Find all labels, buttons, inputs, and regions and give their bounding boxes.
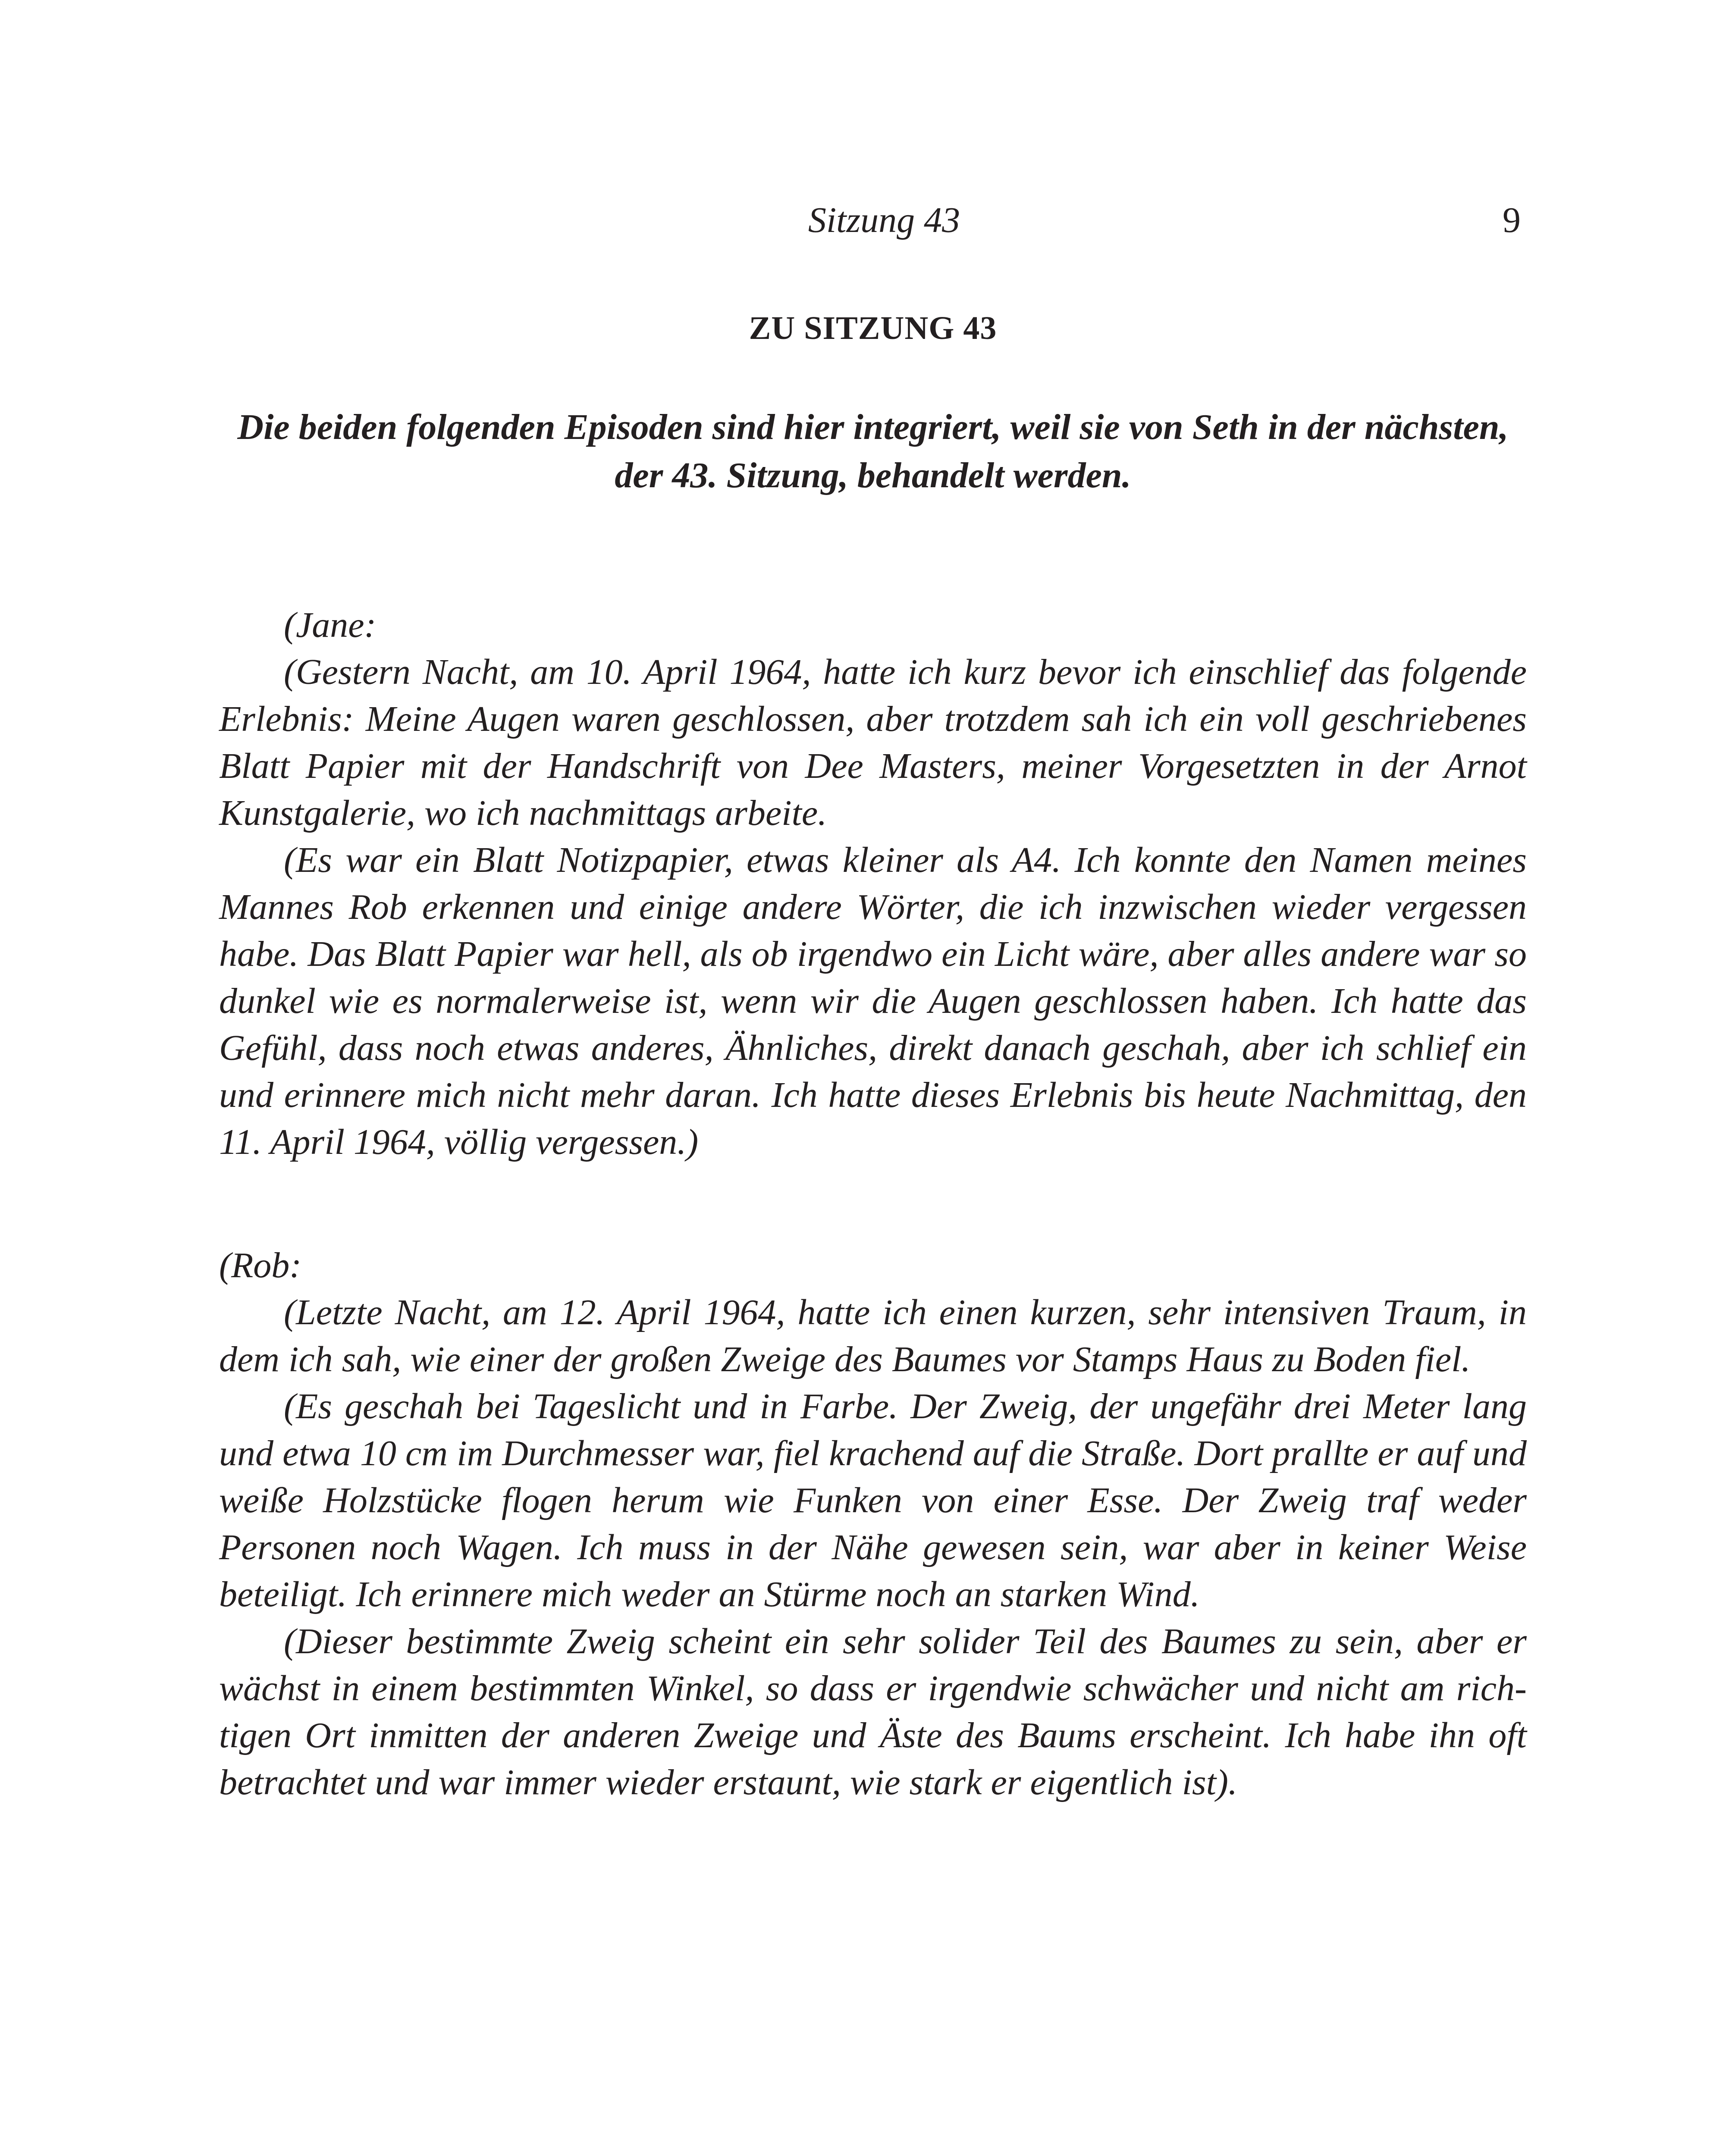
entry-paragraph: (Gestern Nacht, am 10. April 1964, hatte ich kurz bevor ich einschlief das folgende Erlebnis: Meine Augen waren geschlossen, aber trotzdem sah ich ein voll geschriebenes Blatt Papier mit der Handschrift von Dee Masters, meiner Vorgesetzten in der Arnot Kunstgalerie, wo ich nachmittags arbeite. (219, 652, 1527, 833)
speaker-label: (Rob: (219, 1245, 302, 1285)
entry-paragraph: (Letzte Nacht, am 12. April 1964, hatte ich einen kurzen, sehr intensiven Traum, in dem ich sah, wie einer der großen Zweige des Baumes vor Stamps Haus zu Boden fiel. (219, 1292, 1527, 1379)
rob-entry (219, 1242, 1527, 1806)
page-number: 9 (1503, 200, 1521, 240)
intro-line: Die beiden folgenden Episoden sind hier integriert, weil sie von Seth in der nächsten, (237, 407, 1509, 447)
speaker-label: (Jane: (284, 605, 377, 645)
intro-note (219, 403, 1527, 500)
running-title: Sitzung 43 (808, 200, 960, 240)
running-head (0, 199, 1732, 251)
entry-paragraph: (Dieser bestimmte Zweig scheint ein sehr solider Teil des Baumes zu sein, aber er wächst in einem bestimmten Winkel, so dass er irgendwie schwächer und nicht am richtigen Ort inmitten der anderen Zweige und Äste des Baums erscheint. Ich habe ihn oft betrachtet und war immer wieder erstaunt, wie stark er eigentlich ist). (219, 1621, 1527, 1802)
section-heading: ZU SITZUNG 43 (749, 310, 997, 346)
intro-line: der 43. Sitzung, behandelt werden. (615, 455, 1131, 495)
entry-paragraph: (Es war ein Blatt Notizpapier, etwas kleiner als A4. Ich konnte den Namen meines Mannes Rob erkennen und einige andere Wörter, die ich inzwischen wieder vergessen habe. Das Blatt Papier war hell, als ob irgendwo ein Licht wäre, aber alles andere war so dunkel wie es normalerweise ist, wenn wir die Augen geschlossen haben. Ich hatte das Gefühl, dass noch etwas anderes, Ähnliches, direkt danach geschah, aber ich schlief ein und erinnere mich nicht mehr daran. Ich hatte dieses Erlebnis bis heute Nachmittag, den 11. April 1964, völlig vergessen.) (219, 840, 1527, 1162)
entry-paragraph: (Es geschah bei Tageslicht und in Farbe. Der Zweig, der ungefähr drei Meter lang und etwa 10 cm im Durchmesser war, fiel krachend auf die Straße. Dort prallte er auf und weiße Holzstücke flogen herum wie Funken von einer Esse. Der Zweig traf weder Personen noch Wagen. Ich muss in der Nähe gewesen sein, war aber in keiner Weise beteiligt. Ich erinnere mich weder an Stürme noch an starken Wind. (219, 1386, 1527, 1614)
jane-entry (219, 602, 1527, 1166)
